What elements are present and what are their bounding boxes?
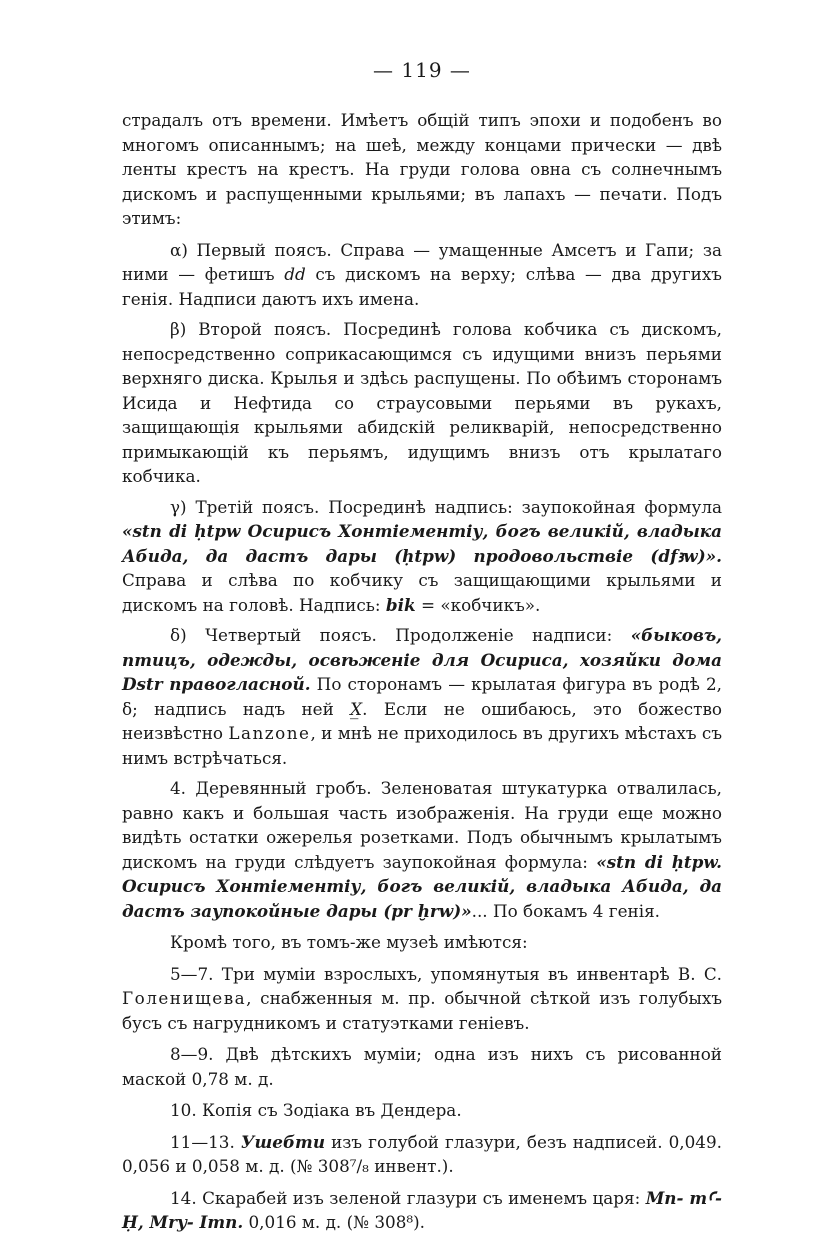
paragraph-continuation: страдалъ отъ времени. Имѣетъ общій типъ эпохи и подобенъ во многомъ описаннымъ; на шеѣ, между концами прически — двѣ ленты крестъ на крестъ. На груди голова овна съ солнечнымъ дискомъ и распущенными крыльями; въ лапахъ — печати. Подъ этимъ: <box>122 110 722 228</box>
text-run: 4. Деревянный гробъ. Зеленоватая штукатурка отвалилась, равно какъ и большая часть изображенія. На груди еще можно видѣть остатки ожерелья розетками. Подъ обычнымъ крылатымъ дискомъ на груди слѣдуетъ заупокойная формула: <box>122 778 722 872</box>
paragraph-alpha-belt <box>122 238 722 312</box>
paragraph-item-5-7 <box>122 962 722 1036</box>
text-run: . Если не ошибаюсь, это божество неизвѣстно <box>122 698 722 743</box>
text-run: = «кобчикъ». <box>415 594 541 615</box>
text-run: γ) Третій поясъ. Посрединѣ надпись: заупокойная формула <box>170 496 722 517</box>
text-run: По сторонамъ — крылатая фигура въ родѣ 2, δ; надпись надъ ней <box>122 674 722 719</box>
paragraph-item-4 <box>122 776 722 923</box>
text-run: 0,016 м. д. (№ 308⁸). <box>243 1212 426 1232</box>
paragraph-intro-list: Кромѣ того, въ томъ-же музеѣ имѣются: <box>170 932 528 952</box>
paragraph-delta-belt <box>122 623 722 770</box>
paragraph-item-8-9: 8—9. Двѣ дѣтскихъ муміи; одна изъ нихъ съ рисованной маской 0,78 м. д. <box>122 1044 722 1089</box>
text-run: ... По бокамъ 4 генія. <box>471 900 661 921</box>
text-run: α) Первый поясъ. Справа — умащенные Амсетъ и Гапи; за ними — фетишъ <box>122 239 722 284</box>
inscription-quote: «stn di ḥtpw. Осирисъ Хонтіементіу, богъ великій, владыка Абида, да дастъ заупокойные дары (pr ḫrw)» <box>122 851 723 921</box>
text-run: Справа и слѣва по кобчику съ защищающими крыльями и дискомъ на головѣ. Надпись: <box>122 570 722 615</box>
text-run: , и мнѣ не приходилось въ другихъ мѣстахъ съ нимъ встрѣчаться. <box>122 723 722 768</box>
text-run: 14. Скарабей изъ зеленой глазури съ именемъ царя: <box>170 1187 646 1208</box>
text-run: , снабженныя м. пр. обычной сѣткой изъ голубыхъ бусъ съ нагрудникомъ и статуэтками геніевъ. <box>122 988 722 1033</box>
inscription-quote: «stn di ḥtpw Осирисъ Хонтіементіу, богъ великій, владыка Абида, да дастъ дары (ḥtpw) продовольствіе (dfꜣw)». <box>122 521 722 566</box>
hieroglyph-sign: X̲ <box>350 698 363 719</box>
term-ushabti: Ушебти <box>240 1131 326 1152</box>
body-text <box>122 108 722 1235</box>
author-name: Lanzone <box>228 723 311 743</box>
paragraph-beta-belt: β) Второй поясъ. Посрединѣ голова кобчика съ дискомъ, непосредственно соприкасающимся съ идущими внизъ перьями верхняго диска. Крылья и здѣсь распущены. По обѣимъ сторонамъ Исида и Нефтида со страусовыми перьями въ рукахъ, защищающія крыльями абидскій реликварій, непосредственно примыкающій къ перьямъ, идущимъ внизъ отъ крылатаго кобчика. <box>122 319 722 486</box>
royal-name: Mn- mꜤ- Ḥ, Mry- Imn. <box>122 1187 722 1232</box>
paragraph-item-11-13 <box>122 1130 722 1179</box>
text-run: 5—7. Три муміи взрослыхъ, упомянутыя въ инвентарѣ В. С. <box>170 963 722 984</box>
transliteration: bik <box>385 594 416 615</box>
text-run: δ) Четвертый поясъ. Продолженіе надписи: <box>170 625 631 645</box>
paragraph-item-10: 10. Копія съ Зодіака въ Дендера. <box>170 1100 462 1120</box>
text-run: съ дискомъ на верху; слѣва — два другихъ генія. Надписи даютъ ихъ имена. <box>122 264 722 309</box>
text-run: изъ голубой глазури, безъ надписей. 0,049. 0,056 и 0,058 м. д. (№ 308⁷/₈ инвент.). <box>122 1131 722 1176</box>
page-number: — 119 — <box>373 58 471 82</box>
paragraph-item-14 <box>122 1186 722 1235</box>
author-name: Голенищева <box>122 988 247 1008</box>
transliteration: dd <box>284 264 306 284</box>
text-run: 11—13. <box>170 1131 241 1152</box>
inscription-quote: «быковъ, птицъ, одежды, освѣженіе для Осириса, хозяйки дома Dstr правогласной. <box>122 625 722 694</box>
paragraph-gamma-belt <box>122 495 722 618</box>
